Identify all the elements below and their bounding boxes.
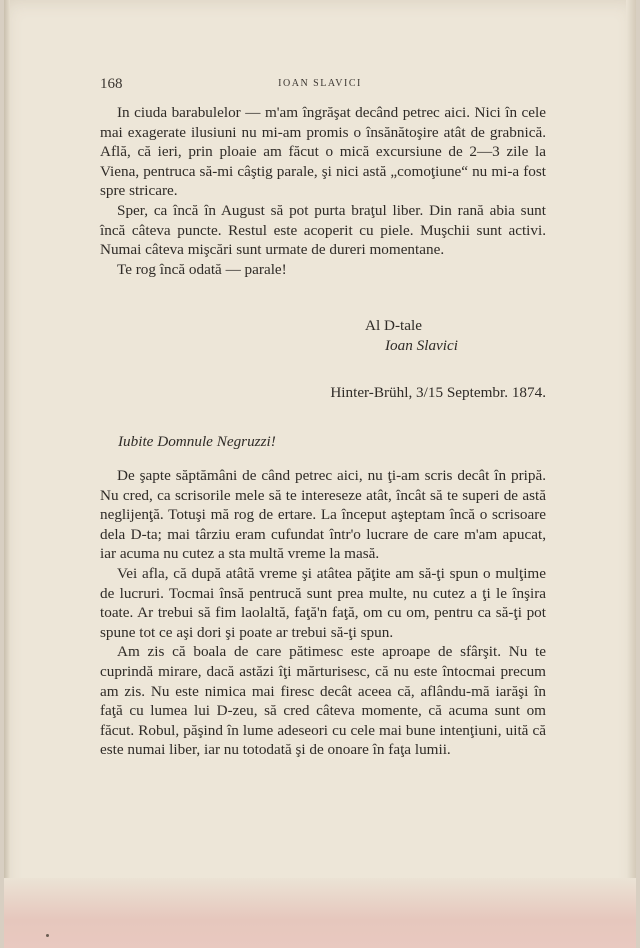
page-bottom-band bbox=[4, 878, 636, 948]
page-left-edge bbox=[4, 0, 10, 948]
letter-signature: Ioan Slavici bbox=[385, 337, 458, 354]
letter-continuation bbox=[100, 103, 546, 279]
letter-body bbox=[100, 466, 546, 760]
page-number: 168 bbox=[100, 76, 123, 92]
paragraph: Te rog încă odată — parale! bbox=[117, 260, 287, 278]
letter-closing: Al D-tale bbox=[365, 317, 422, 334]
running-head: IOAN SLAVICI bbox=[278, 78, 362, 89]
paragraph: Sper, ca încă în August să pot purta braţul liber. Din rană abia sunt încă câteva puncte. Restul este acoperit cu piele. Muşchii sunt activi. Numai câteva mişcări sunt urmate de dureri momentane. bbox=[100, 201, 546, 259]
paper-speck bbox=[46, 934, 49, 937]
paragraph: In ciuda barabulelor — m'am îngrăşat decând petrec aici. Nici în cele mai exagerate ilusiuni nu mi-am promis o însănătoşire atât de grabnică. Află, că ieri, prin ploaie am făcut o mică excursiune de 2—3 zile la Viena, pentruca să-mi câştig parale, şi nici astă „comoţiune“ nu mi-a fost spre stricare. bbox=[100, 104, 546, 200]
letter-dateline: Hinter-Brühl, 3/15 Septembr. 1874. bbox=[330, 384, 546, 401]
page-header bbox=[100, 76, 540, 96]
page-right-edge bbox=[626, 0, 636, 948]
letter-salutation: Iubite Domnule Negruzzi! bbox=[118, 433, 276, 450]
paragraph: Vei afla, că după atâtă vreme şi atâtea păţite am să-ţi spun o mulţime de lucruri. Tocmai însă pentrucă sunt prea multe, nu cutez a ţi le înşira toate. Ar trebui să fim laolaltă, faţă'n faţă, om cu om, pentru ca să-ţi pot spune tot ce aşi dori şi poate ar trebui să-ţi spun. bbox=[100, 564, 546, 641]
paragraph: Am zis că boala de care pătimesc este aproape de sfârşit. Nu te cuprindă mirare, dacă astăzi îţi mărturisesc, că nu este întocmai precum am zis. Nu este nimica mai firesc decât aceea că, aflându-mă iarăşi în faţă cu lumea lui D-zeu, să cred câteva momente, că acuma sunt om făcut. Robul, păşind în lume adeseori cu cele mai bune intenţiuni, uită că este numai liber, iar nu totodată şi de onoare în faţa lumii. bbox=[100, 643, 546, 759]
paragraph: De şapte săptămâni de când petrec aici, nu ţi-am scris decât în pripă. Nu cred, ca scrisorile mele să te intereseze atât, încât să te superi de astă neglijenţă. Totuşi mă rog de ertare. La început aşteptam încă o scrisoare dela D-ta; mai târziu eram cufundat într'o lucrare de care m'am apucat, iar acuma nu cutez a sta multă vreme la masă. bbox=[100, 467, 546, 563]
